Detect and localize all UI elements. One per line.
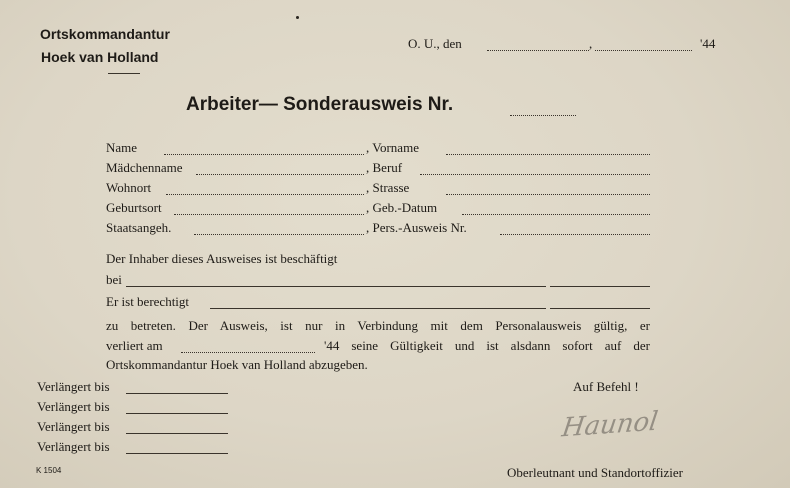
extension-line-2[interactable] — [126, 413, 228, 414]
label-geb-datum: , Geb.-Datum — [366, 200, 438, 215]
signature-handwriting: Haunol — [559, 406, 660, 444]
date-day-line[interactable] — [487, 50, 589, 51]
employment-bei-label: bei — [106, 272, 122, 287]
label-beruf: , Beruf — [366, 160, 403, 175]
label-staatsangeh: Staatsangeh. — [106, 220, 172, 235]
validity-text-line-3: Ortskommandantur Hoek van Holland abzugeben. — [106, 357, 368, 372]
entitled-label: Er ist berechtigt — [106, 294, 190, 309]
extension-line-1[interactable] — [126, 393, 228, 394]
ausweis-number-line[interactable] — [510, 115, 576, 116]
name-line[interactable] — [164, 154, 364, 155]
form-title: Arbeiter— Sonderausweis Nr. — [186, 94, 454, 115]
validity-text-verliert: verliert am — [106, 338, 163, 353]
strasse-line[interactable] — [446, 194, 650, 195]
label-pers-ausweis: , Pers.-Ausweis Nr. — [366, 220, 467, 235]
date-separator: , — [589, 36, 593, 51]
beruf-line[interactable] — [420, 174, 650, 175]
expiry-date-line[interactable] — [181, 352, 315, 353]
extension-line-4[interactable] — [126, 453, 228, 454]
label-geburtsort: Geburtsort — [106, 200, 162, 215]
staatsangeh-line[interactable] — [194, 234, 364, 235]
issuer-line-2: Hoek van Holland — [41, 49, 159, 65]
officer-role: Oberleutnant und Standortoffizier — [507, 465, 683, 480]
issuer-underline — [108, 73, 140, 74]
employment-text: Der Inhaber dieses Ausweises ist beschäftigt — [106, 251, 338, 266]
wohnort-line[interactable] — [166, 194, 364, 195]
entitled-line-2[interactable] — [550, 308, 650, 309]
employer-line-2[interactable] — [550, 286, 650, 287]
entitled-line-1[interactable] — [210, 308, 546, 309]
extension-label-1: Verlängert bis — [37, 379, 110, 394]
extension-label-4: Verlängert bis — [37, 439, 110, 454]
validity-text-line-1: zu betreten. Der Ausweis, ist nur in Verbindung mit dem Personalausweis gültig, er — [106, 318, 650, 333]
label-maedchenname: Mädchenname — [106, 160, 183, 175]
geburtsort-line[interactable] — [174, 214, 364, 215]
geb-datum-line[interactable] — [462, 214, 650, 215]
date-year: '44 — [700, 36, 716, 51]
label-strasse: , Strasse — [366, 180, 410, 195]
pers-ausweis-line[interactable] — [500, 234, 650, 235]
extension-label-3: Verlängert bis — [37, 419, 110, 434]
label-wohnort: Wohnort — [106, 180, 152, 195]
label-vorname: , Vorname — [366, 140, 419, 155]
form-code: K 1504 — [36, 466, 62, 475]
label-name: Name — [106, 140, 138, 155]
date-prefix: O. U., den — [408, 36, 462, 51]
auf-befehl: Auf Befehl ! — [573, 379, 639, 394]
maedchenname-line[interactable] — [196, 174, 364, 175]
date-month-line[interactable] — [595, 50, 692, 51]
paper-speck — [296, 16, 299, 19]
vorname-line[interactable] — [446, 154, 650, 155]
extension-label-2: Verlängert bis — [37, 399, 110, 414]
validity-text-line-2: '44 seine Gültigkeit und ist alsdann sofort auf der — [324, 338, 650, 353]
issuer-line-1: Ortskommandantur — [40, 26, 170, 42]
employer-line-1[interactable] — [126, 286, 546, 287]
extension-line-3[interactable] — [126, 433, 228, 434]
